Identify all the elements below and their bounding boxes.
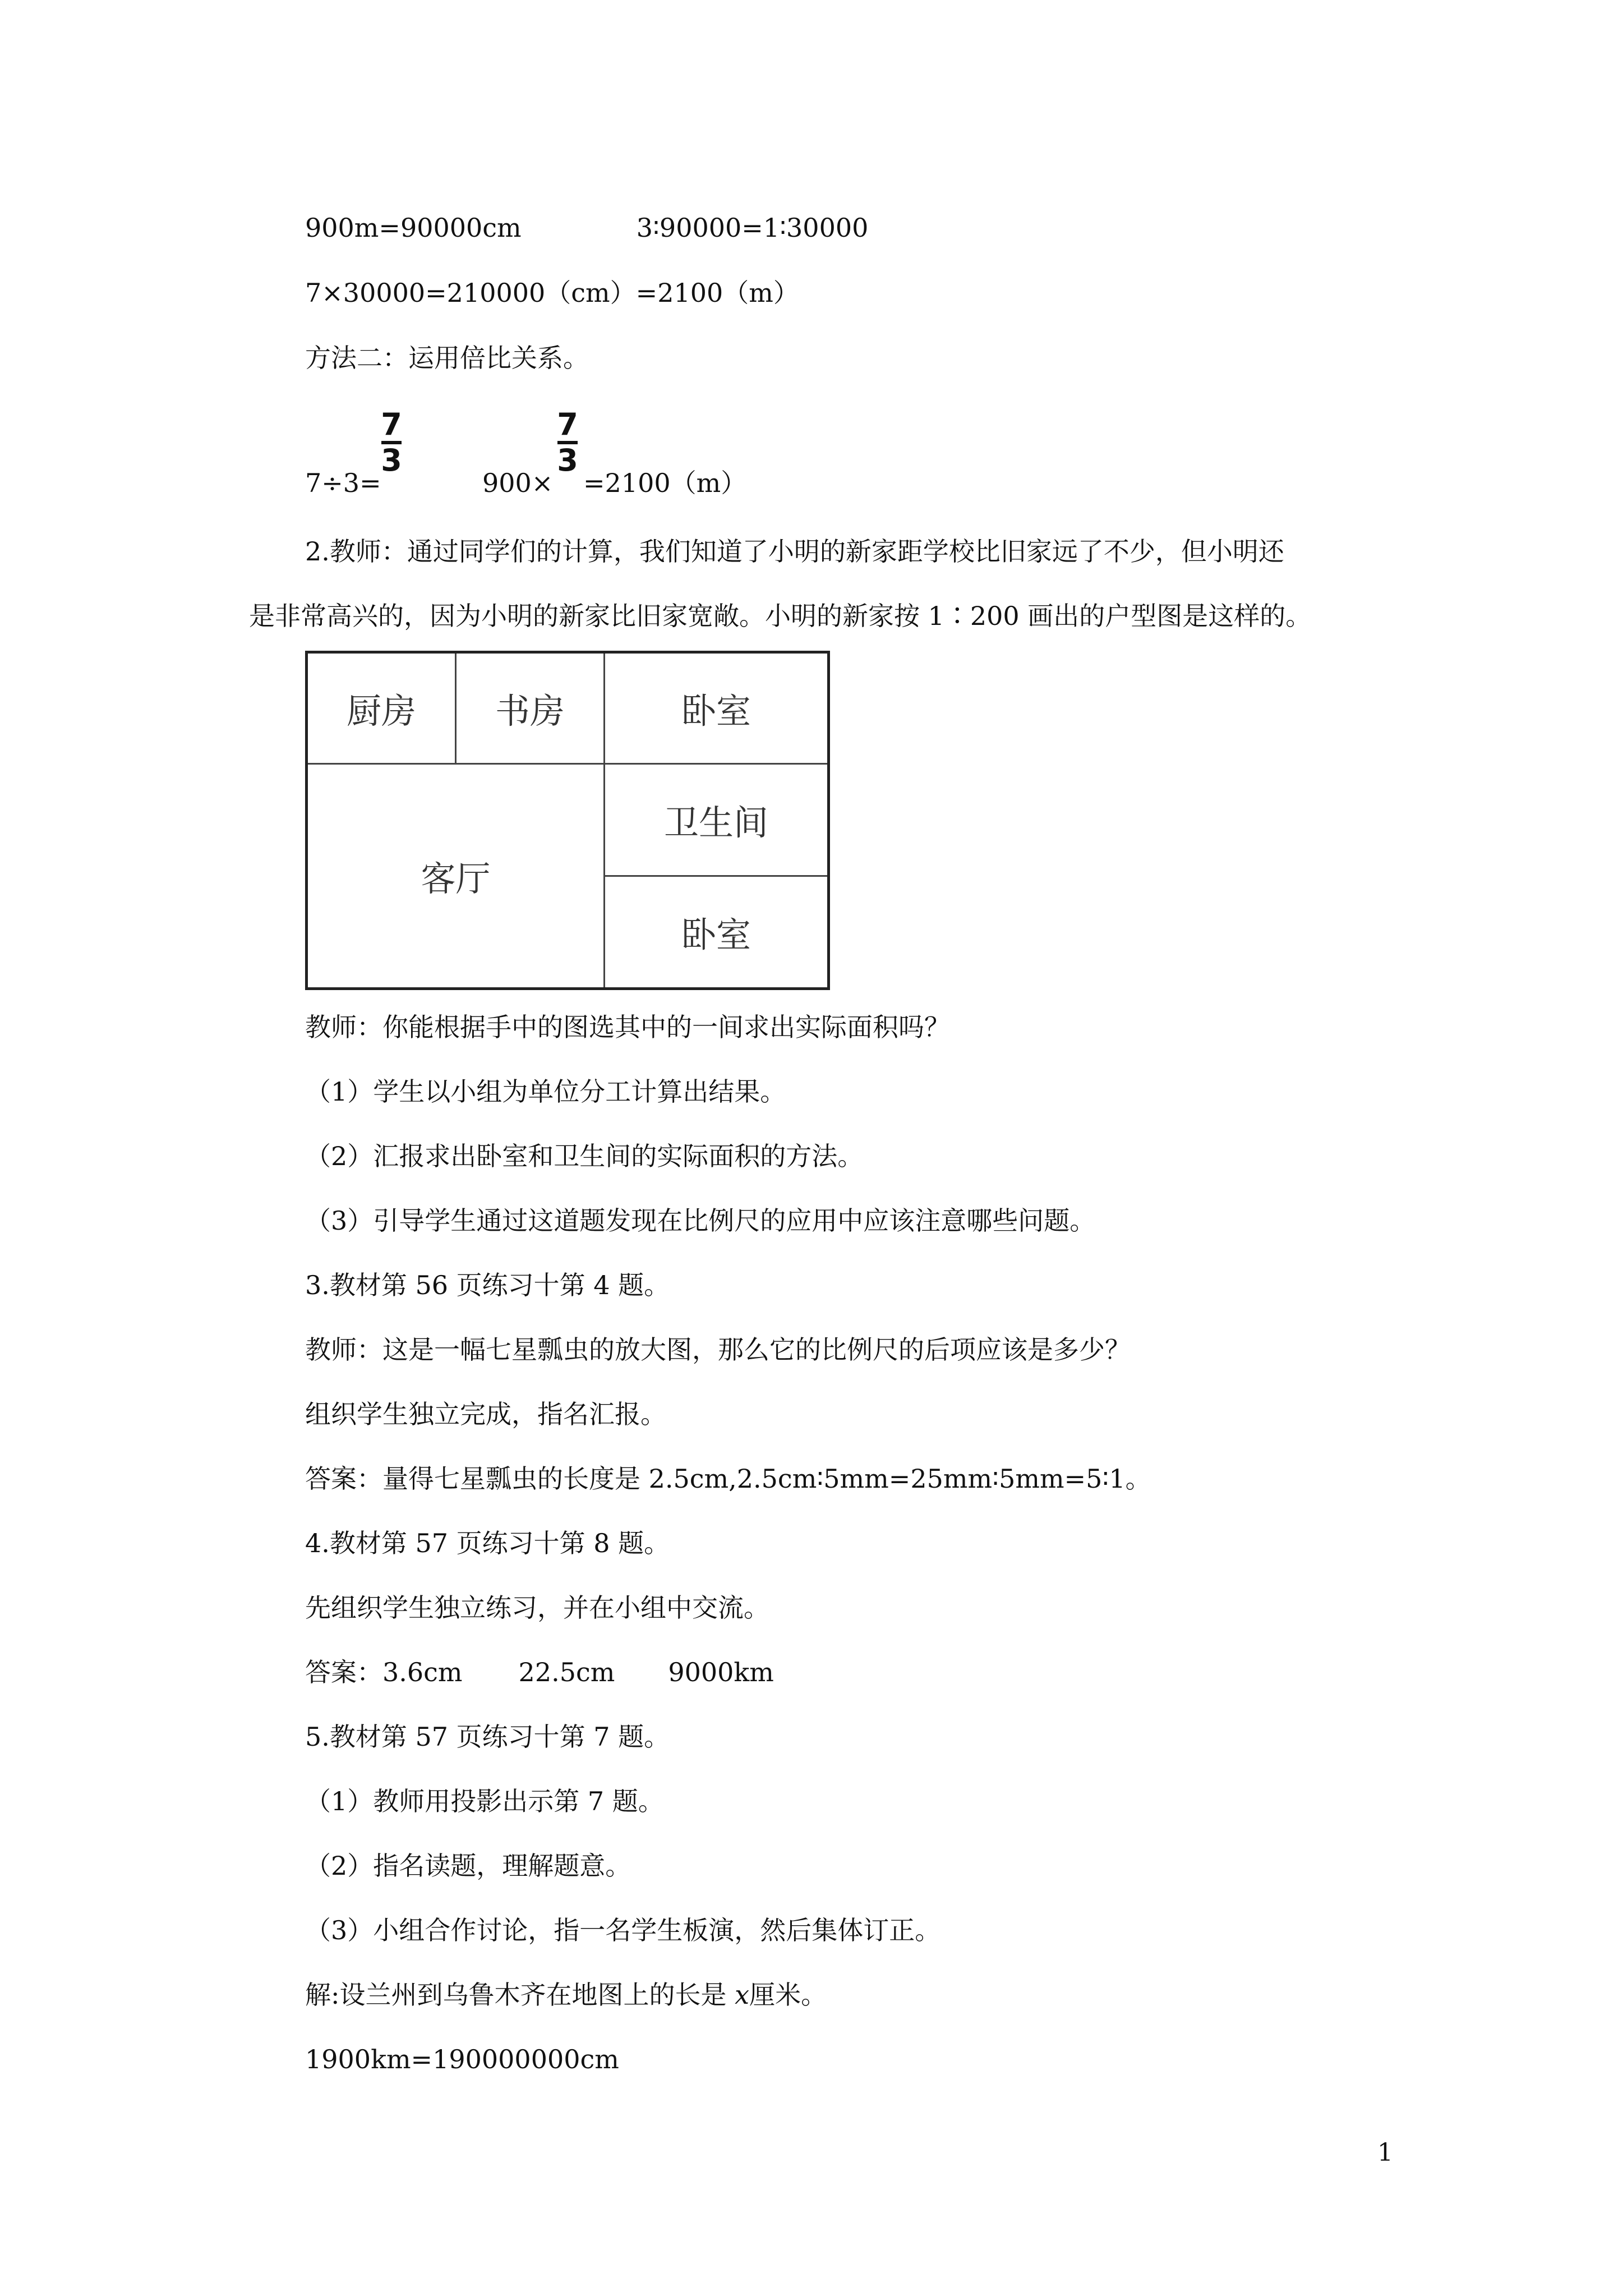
- answer-3-6cm: 答案：3.6cm: [305, 1657, 463, 1687]
- task-4-answer: [305, 1657, 774, 1688]
- last-line-conversion: 1900km=190000000cm: [305, 2044, 619, 2074]
- task-3-organize: 组织学生独立完成，指名汇报。: [305, 1399, 666, 1429]
- answer-22-5cm: 22.5cm: [518, 1657, 615, 1687]
- step-2: （2）汇报求出卧室和卫生间的实际面积的方法。: [305, 1141, 864, 1171]
- conversion-900m: 900m=90000cm: [305, 213, 522, 243]
- solution-line: 解:设兰州到乌鲁木齐在地图上的长是 x厘米。: [305, 1980, 827, 2010]
- task-3-answer: 答案：量得七星瓢虫的长度是 2.5cm,2.5cm∶5mm=25mm∶5mm=5∶1。: [305, 1464, 1151, 1494]
- teacher-question: 教师：你能根据手中的图选其中的一间求出实际面积吗？: [305, 1012, 950, 1042]
- task-5-step-3: （3）小组合作讨论，指一名学生板演，然后集体订正。: [305, 1915, 941, 1945]
- task-3: 3.教材第 56 页练习十第 4 题。: [305, 1270, 670, 1300]
- page-number: 1: [1377, 2138, 1393, 2167]
- line-result: =2100（m）: [583, 468, 747, 498]
- room-living: 客厅: [308, 765, 605, 987]
- floor-plan: [305, 651, 830, 990]
- line-division: 7÷3=: [305, 468, 381, 498]
- task-4-organize: 先组织学生独立练习，并在小组中交流。: [305, 1593, 769, 1623]
- task-5: 5.教材第 57 页练习十第 7 题。: [305, 1722, 670, 1752]
- line-multiplication: 7×30000=210000（cm）=2100（m）: [305, 278, 799, 308]
- room-bathroom: 卫生间: [605, 765, 827, 877]
- room-study: 书房: [457, 654, 605, 765]
- paragraph-2-line-1: 2.教师：通过同学们的计算，我们知道了小明的新家距学校比旧家远了不少，但小明还: [305, 536, 1284, 567]
- line-unit-conversion: [305, 212, 868, 243]
- room-kitchen: 厨房: [308, 654, 457, 765]
- line-times: 900×: [482, 468, 554, 498]
- room-bedroom-1: 卧室: [605, 654, 827, 765]
- fraction-seven-thirds-1: 7 3: [381, 407, 402, 478]
- task-5-step-2: （2）指名读题，理解题意。: [305, 1851, 631, 1881]
- line-method-two: 方法二：运用倍比关系。: [305, 343, 589, 373]
- answer-9000km: 9000km: [668, 1657, 774, 1687]
- ratio-3-90000: 3∶90000=1∶30000: [636, 213, 869, 243]
- task-5-step-1: （1）教师用投影出示第 7 题。: [305, 1786, 664, 1816]
- task-4: 4.教材第 57 页练习十第 8 题。: [305, 1528, 670, 1558]
- room-bedroom-2: 卧室: [681, 914, 751, 955]
- variable-x: x: [735, 1980, 750, 2010]
- fraction-seven-thirds-2: 7 3: [557, 407, 578, 478]
- paragraph-2-line-2: 是非常高兴的，因为小明的新家比旧家宽敞。小明的新家按 1∶200 画出的户型图是这样的。: [249, 601, 1312, 631]
- step-1: （1）学生以小组为单位分工计算出结果。: [305, 1076, 786, 1107]
- task-3-question: 教师：这是一幅七星瓢虫的放大图，那么它的比例尺的后项应该是多少？: [305, 1335, 1131, 1365]
- step-3: （3）引导学生通过这道题发现在比例尺的应用中应该注意哪些问题。: [305, 1205, 1096, 1236]
